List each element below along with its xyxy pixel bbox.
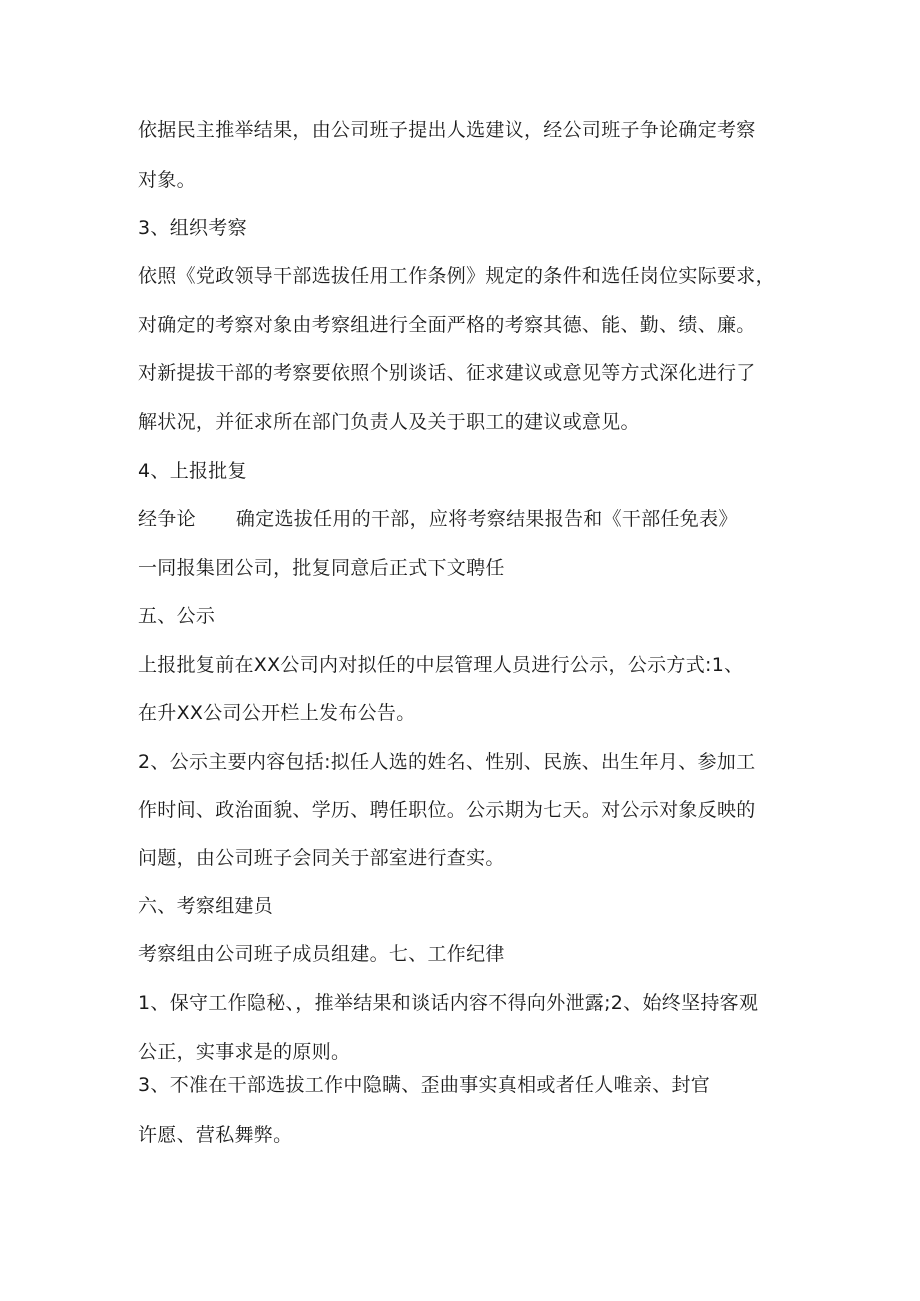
paragraph-line: 问题，由公司班子会同关于部室进行查实。 — [138, 847, 505, 869]
paragraph-line: 在升XX公司公开栏上发布公告。 — [138, 702, 416, 724]
line-segment: 确定选拔任用的干部，应将考察结果报告和《干部任免表》 — [235, 508, 738, 530]
paragraph-line: 3、不准在干部选拔工作中隐瞒、歪曲事实真相或者任人唯亲、封官 — [138, 1074, 711, 1096]
paragraph-line: 公正，实事求是的原则。 — [138, 1041, 351, 1063]
paragraph-line: 上报批复前在XX公司内对拟任的中层管理人员进行公示，公示方式:1、 — [138, 654, 744, 676]
paragraph-line: 依照《党政领导干部选拔任用工作条例》规定的条件和选任岗位实际要求， — [138, 265, 775, 287]
paragraph-line: 对新提拔干部的考察要依照个别谈话、征求建议或意见等方式深化进行了 — [138, 362, 756, 384]
section-heading: 六、考察组建员 — [138, 895, 274, 917]
paragraph-line: 许愿、营私舞弊。 — [138, 1124, 293, 1146]
paragraph-line: 对确定的考察对象由考察组进行全面严格的考察其德、能、勤、绩、廉。 — [138, 314, 756, 336]
paragraph-line: 1、保守工作隐秘、，推举结果和谈话内容不得向外泄露;2、始终坚持客观 — [138, 992, 759, 1014]
paragraph-line: 2、公示主要内容包括:拟任人选的姓名、性别、民族、出生年月、参加工 — [138, 751, 756, 773]
section-heading: 五、公示 — [138, 605, 216, 627]
paragraph-line — [138, 507, 738, 531]
section-heading: 3、组织考察 — [138, 217, 247, 239]
paragraph-line: 作时间、政治面貌、学历、聘任职位。公示期为七天。对公示对象反映的 — [138, 799, 756, 821]
paragraph-line: 一同报集团公司，批复同意后正式下文聘任 — [138, 557, 505, 579]
line-segment: 经争论 — [138, 508, 196, 530]
paragraph-line: 解状况，并征求所在部门负责人及关于职工的建议或意见。 — [138, 411, 640, 433]
paragraph-line: 对象。 — [138, 169, 196, 191]
paragraph-line: 依据民主推举结果，由公司班子提出人选建议，经公司班子争论确定考察 — [138, 119, 756, 141]
section-heading: 4、上报批复 — [138, 460, 247, 482]
paragraph-line: 考察组由公司班子成员组建。七、工作纪律 — [138, 943, 505, 965]
